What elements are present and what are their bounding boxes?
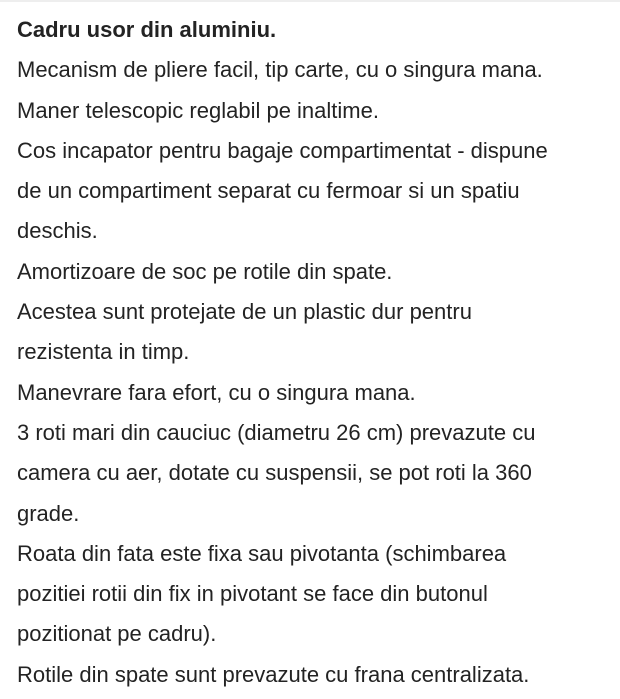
description-paragraph — [17, 50, 620, 90]
paragraph-line: rezistenta in timp. — [17, 339, 190, 365]
top-divider — [0, 0, 620, 2]
paragraph-line: 3 roti mari din cauciuc (diametru 26 cm) prevazute cu — [17, 419, 536, 445]
description-paragraph — [17, 252, 620, 292]
paragraph-line: grade. — [17, 500, 80, 526]
paragraph-line: Cos incapator pentru bagaje compartimentat - dispune — [17, 137, 548, 163]
description-paragraphs — [17, 50, 620, 695]
description-paragraph — [17, 131, 620, 252]
description-paragraph — [17, 655, 620, 695]
product-description — [17, 10, 620, 695]
paragraph-line: pozitiei rotii din fix in pivotant se face din butonul — [17, 581, 488, 607]
paragraph-line: Mecanism de pliere facil, tip carte, cu o singura mana. — [17, 57, 543, 83]
description-paragraph — [17, 413, 620, 534]
paragraph-line: Amortizoare de soc pe rotile din spate. — [17, 258, 393, 284]
paragraph-line: pozitionat pe cadru). — [17, 621, 217, 647]
description-paragraph — [17, 91, 620, 131]
description-paragraph — [17, 373, 620, 413]
paragraph-line: Rotile din spate sunt prevazute cu frana centralizata. — [17, 661, 530, 687]
paragraph-line: Roata din fata este fixa sau pivotanta (schimbarea — [17, 540, 507, 566]
paragraph-line: Maner telescopic reglabil pe inaltime. — [17, 97, 379, 123]
paragraph-line: camera cu aer, dotate cu suspensii, se pot roti la 360 — [17, 460, 532, 486]
paragraph-line: deschis. — [17, 218, 98, 244]
description-paragraph — [17, 534, 620, 655]
paragraph-line: de un compartiment separat cu fermoar si un spatiu — [17, 178, 520, 204]
description-paragraph — [17, 292, 620, 373]
paragraph-line: Acestea sunt protejate de un plastic dur pentru — [17, 299, 472, 325]
paragraph-line: Manevrare fara efort, cu o singura mana. — [17, 379, 416, 405]
description-heading: Cadru usor din aluminiu. — [17, 17, 277, 42]
